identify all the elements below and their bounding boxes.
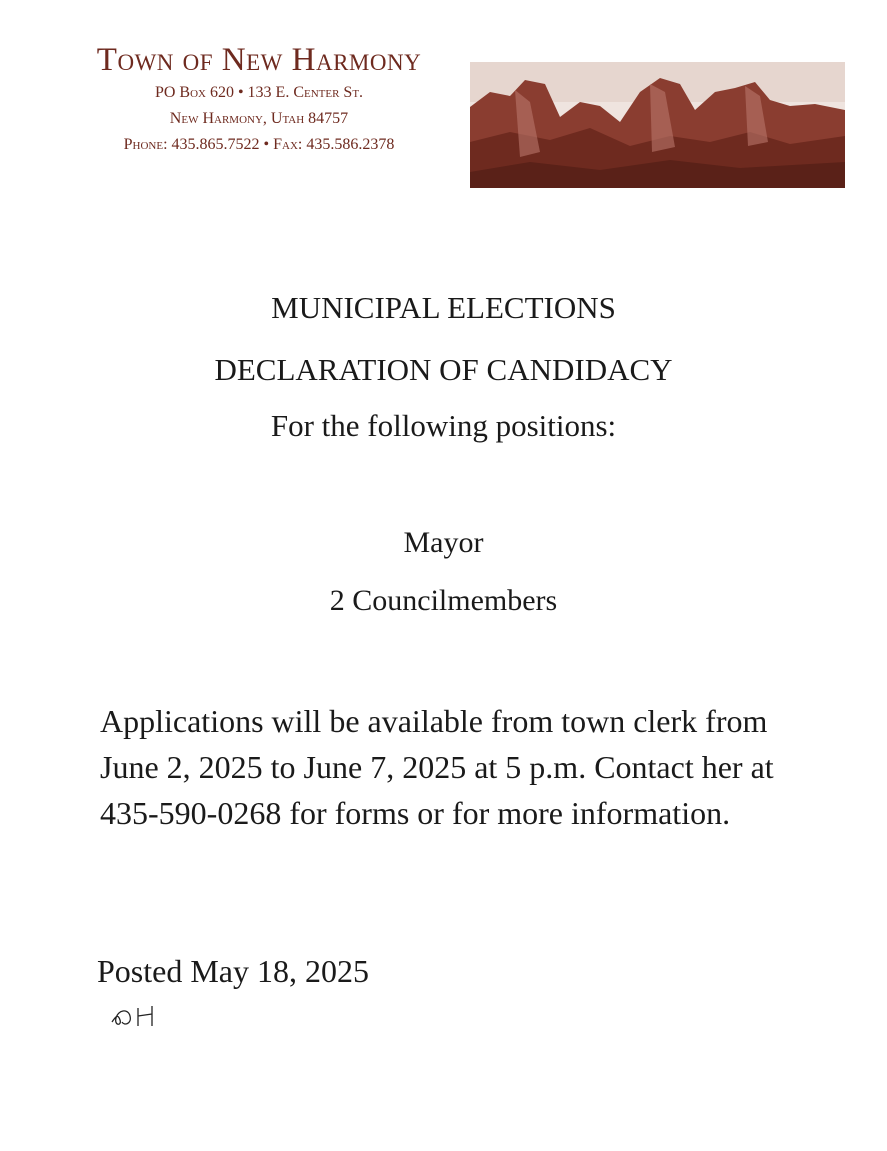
address-line-1: PO Box 620 • 133 E. Center St. xyxy=(154,84,364,101)
posted-date: Posted May 18, 2025 xyxy=(97,953,369,989)
handwritten-initials xyxy=(108,998,168,1032)
position-item: 2 Councilmembers xyxy=(329,584,558,617)
notice-subtitle: DECLARATION OF CANDIDACY xyxy=(214,352,673,387)
notice-title: MUNICIPAL ELECTIONS xyxy=(271,290,616,325)
town-name: Town of New Harmony xyxy=(96,42,422,78)
contact-line: Phone: 435.865.7522 • Fax: 435.586.2378 xyxy=(123,136,395,153)
letterhead xyxy=(64,40,454,158)
address-line-2: New Harmony, Utah 84757 xyxy=(169,110,349,127)
positions-intro: For the following positions: xyxy=(270,408,617,443)
canyon-landscape-image xyxy=(470,62,845,188)
application-info: Applications will be available from town clerk from June 2, 2025 to June 7, 2025 at 5 p.m. Contact her at 435-590-0268 for forms or for more information. xyxy=(100,703,774,831)
position-item: Mayor xyxy=(403,526,484,559)
